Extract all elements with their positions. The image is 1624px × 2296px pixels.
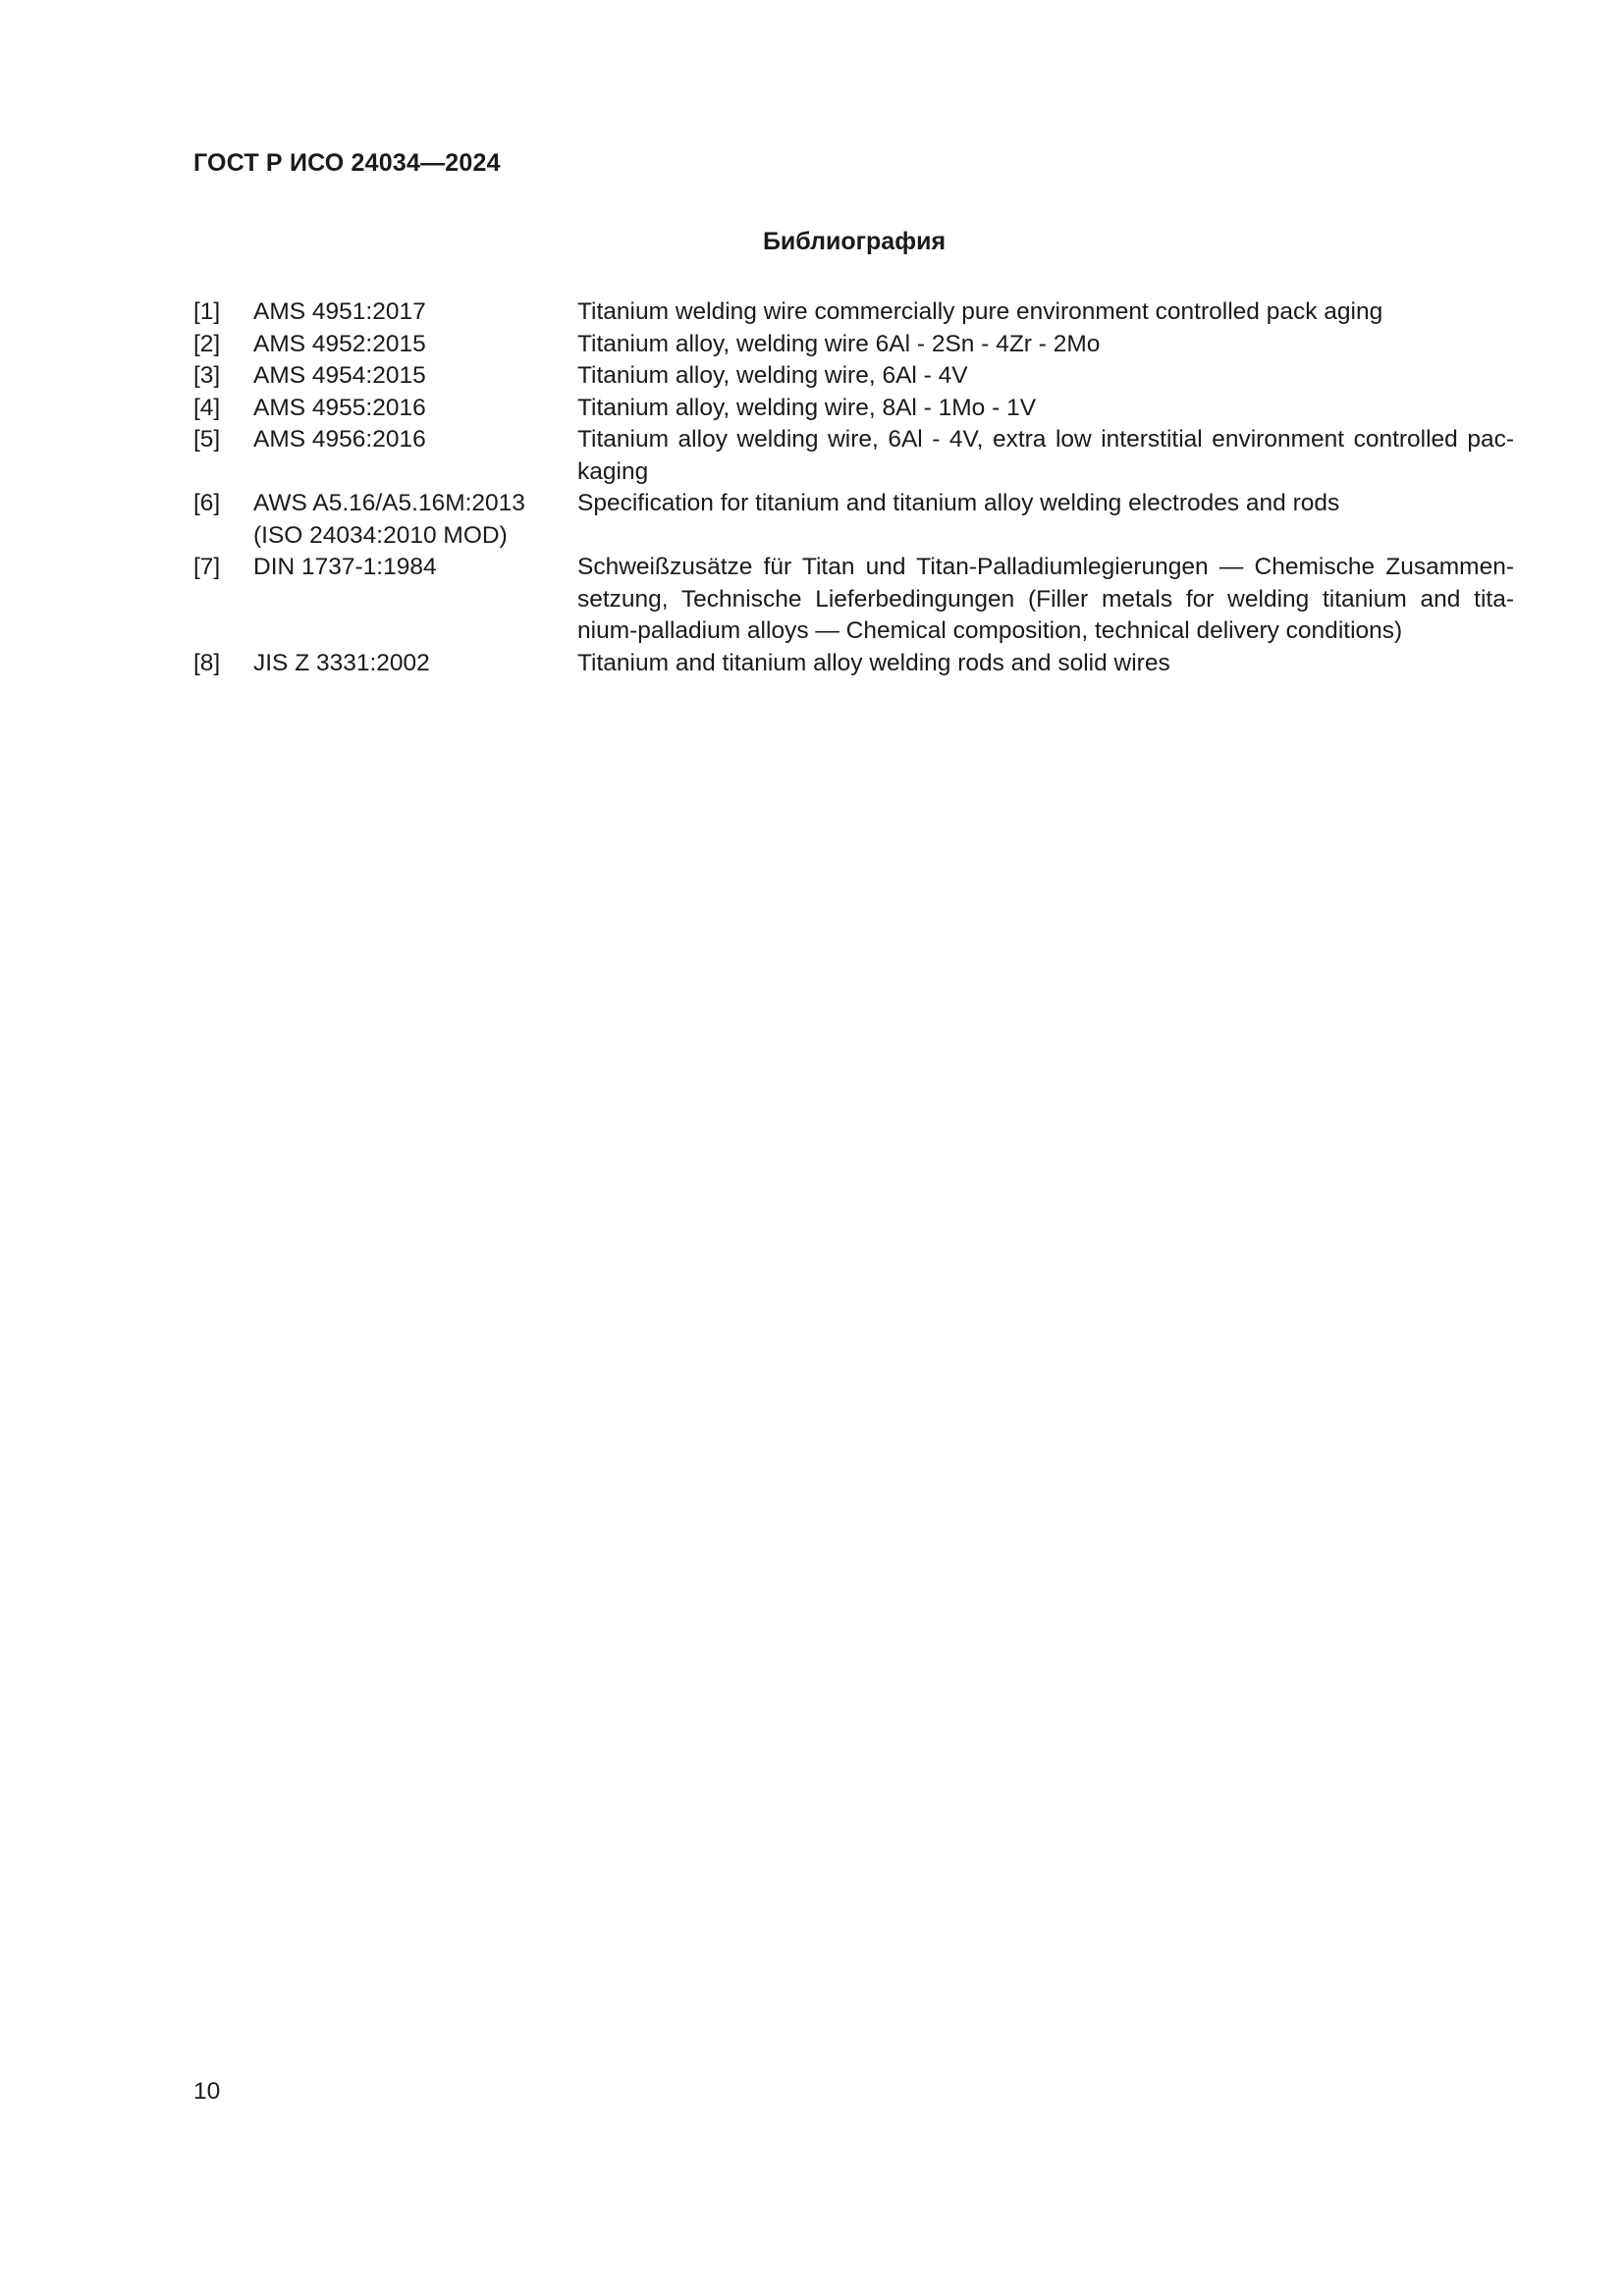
document-header: ГОСТ Р ИСО 24034—2024 [193,149,501,177]
bibliography-entry [193,488,1514,552]
entry-description-line: Schweißzusätze für Titan und Titan-Palladiumlegierungen — Chemische Zusammen- [577,554,1514,580]
page-title: Библиография [762,228,947,255]
entry-description-line: Titanium welding wire commercially pure environment controlled pack aging [577,298,1383,325]
bibliography-entry [193,360,1514,393]
entry-code [253,488,577,552]
entry-description-line: Titanium alloy, welding wire, 8Al - 1Mo - 1V [577,394,1037,421]
entry-description [577,329,1514,361]
entry-number: [5] [193,426,221,453]
entry-code-line: DIN 1737-1:1984 [253,554,437,580]
entry-code [253,552,577,648]
entry-description-line: kaging [577,457,649,485]
entry-number: [4] [193,394,221,421]
bibliography-table [193,296,1514,679]
entry-description [577,393,1514,425]
entry-description-line: Specification for titanium and titanium alloy welding electrodes and rods [577,490,1340,516]
entry-description [577,648,1514,680]
entry-code-line: AMS 4954:2015 [253,362,426,389]
entry-code-line: AMS 4956:2016 [253,426,426,453]
entry-description [577,488,1514,552]
entry-code-line: JIS Z 3331:2002 [253,649,430,676]
entry-description [577,296,1514,329]
entry-description [577,360,1514,393]
entry-number: [7] [193,554,221,580]
entry-code [253,648,577,680]
entry-number: [8] [193,649,221,676]
entry-code [253,424,577,488]
entry-description-line: Titanium alloy, welding wire 6Al - 2Sn - 4Zr - 2Mo [577,330,1101,357]
entry-code [253,360,577,393]
entry-code-line: AMS 4951:2017 [253,298,426,325]
bibliography-entry [193,329,1514,361]
bibliography-entry [193,424,1514,488]
entry-description-line: Titanium and titanium alloy welding rods and solid wires [577,649,1170,676]
entry-description [577,552,1514,648]
entry-description-line: Titanium alloy, welding wire, 6Al - 4V [577,362,968,389]
entry-code [253,296,577,329]
entry-description-line: nium-palladium alloys — Chemical composition, technical delivery conditions) [577,617,1403,644]
bibliography-entry [193,552,1514,648]
entry-number: [1] [193,298,221,325]
entry-code [253,329,577,361]
entry-code-line: AWS A5.16/A5.16M:2013 [253,490,525,516]
entry-number: [3] [193,362,221,389]
bibliography-entry [193,296,1514,329]
entry-code [253,393,577,425]
entry-code-line: AMS 4955:2016 [253,394,426,421]
entry-number: [2] [193,330,221,357]
page-number: 10 [193,2078,221,2105]
entry-description-line: setzung, Technische Lieferbedingungen (Filler metals for welding titanium and tita- [577,585,1514,613]
entry-code-line: (ISO 24034:2010 MOD) [253,521,508,549]
bibliography-entry [193,648,1514,680]
entry-code-line: AMS 4952:2015 [253,330,426,357]
entry-description-line: Titanium alloy welding wire, 6Al - 4V, extra low interstitial environment controlled pac- [577,426,1514,453]
entry-number: [6] [193,490,221,516]
entry-description [577,424,1514,488]
bibliography-entry [193,393,1514,425]
